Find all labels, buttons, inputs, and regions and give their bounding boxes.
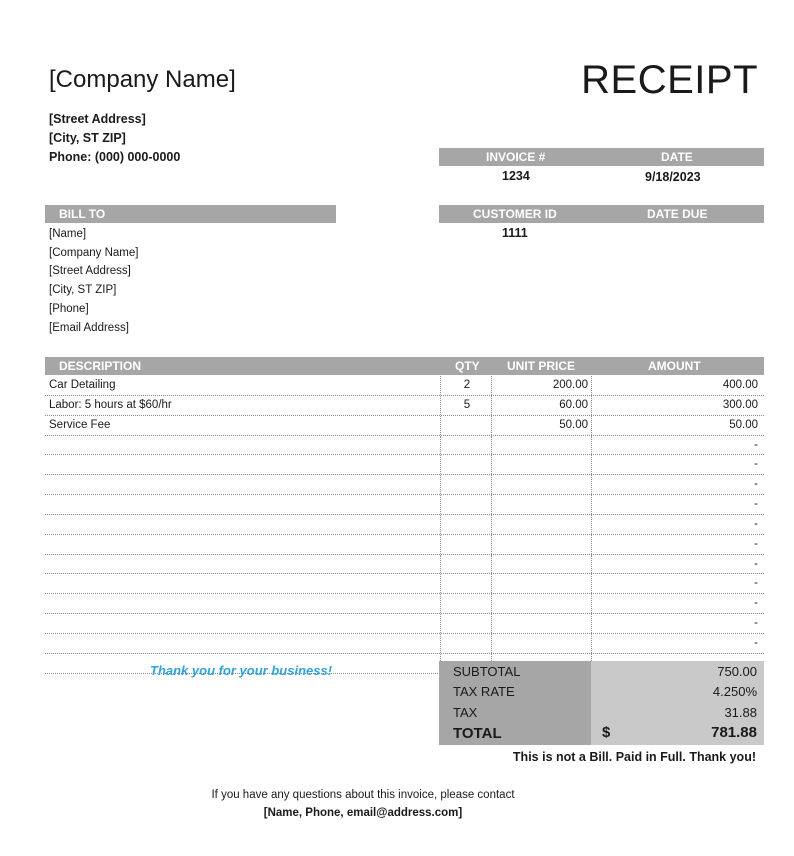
item-unit-price	[491, 574, 592, 593]
total-label: TOTAL	[453, 725, 502, 742]
tax-rate-value: 4.250%	[712, 684, 757, 699]
item-amount: -	[591, 455, 765, 474]
company-street: [Street Address]	[49, 112, 146, 126]
date-label: DATE	[661, 150, 693, 164]
customer-header	[439, 205, 764, 223]
bill-to-street: [Street Address]	[49, 265, 131, 277]
item-amount: 50.00	[591, 416, 765, 435]
subtotal-value: 750.00	[717, 664, 757, 679]
item-qty	[440, 416, 493, 435]
item-description	[49, 436, 437, 455]
item-description	[49, 574, 437, 593]
invoice-number-label: INVOICE #	[486, 150, 546, 164]
item-amount: -	[591, 555, 765, 574]
item-description	[49, 455, 437, 474]
item-unit-price	[491, 535, 592, 554]
item-amount: -	[591, 634, 765, 653]
item-description	[49, 594, 437, 613]
item-amount: 300.00	[591, 396, 765, 415]
table-row	[45, 416, 764, 436]
table-row	[45, 574, 764, 594]
company-name: [Company Name]	[49, 66, 236, 93]
table-row	[45, 614, 764, 634]
item-amount: -	[591, 535, 765, 554]
paid-note: This is not a Bill. Paid in Full. Thank you!	[512, 750, 756, 764]
item-qty	[440, 555, 493, 574]
item-amount: -	[591, 436, 765, 455]
date-due-label: DATE DUE	[647, 207, 708, 221]
item-unit-price	[491, 436, 592, 455]
customer-id-value: 1111	[502, 226, 528, 240]
table-row	[45, 376, 764, 396]
item-amount: -	[591, 574, 765, 593]
item-qty	[440, 495, 493, 514]
item-description	[49, 634, 437, 653]
bill-to-city: [City, ST ZIP]	[49, 284, 117, 296]
thank-you-message: Thank you for your business!	[150, 663, 333, 678]
item-qty	[440, 455, 493, 474]
customer-id-label: CUSTOMER ID	[473, 207, 557, 221]
table-row	[45, 495, 764, 515]
tax-label: TAX	[453, 705, 478, 720]
table-row	[45, 634, 764, 654]
item-unit-price	[491, 614, 592, 633]
item-unit-price	[491, 555, 592, 574]
description-header: DESCRIPTION	[59, 359, 142, 373]
item-unit-price	[491, 455, 592, 474]
item-qty	[440, 594, 493, 613]
table-row	[45, 555, 764, 575]
bill-to-company: [Company Name]	[49, 247, 139, 259]
bill-to-label: BILL TO	[59, 207, 106, 221]
item-unit-price: 50.00	[491, 416, 592, 435]
item-amount: 400.00	[591, 376, 765, 395]
footer-question: If you have any questions about this invoice, please contact	[211, 789, 515, 801]
item-unit-price: 60.00	[491, 396, 592, 415]
receipt-title: RECEIPT	[581, 58, 758, 102]
item-amount: -	[591, 515, 765, 534]
bill-to-email: [Email Address]	[49, 322, 129, 334]
subtotal-label: SUBTOTAL	[453, 664, 521, 679]
item-unit-price: 200.00	[491, 376, 592, 395]
item-description	[49, 475, 437, 494]
invoice-number-value: 1234	[502, 169, 530, 183]
item-unit-price	[491, 475, 592, 494]
table-row	[45, 455, 764, 475]
item-description: Service Fee	[49, 418, 111, 431]
bill-to-phone: [Phone]	[49, 303, 89, 315]
item-amount: -	[591, 614, 765, 633]
bill-to-header	[45, 205, 336, 223]
item-qty: 2	[440, 376, 493, 395]
currency-symbol: $	[602, 724, 611, 741]
totals-box	[439, 661, 764, 745]
invoice-header	[439, 148, 764, 166]
item-description	[49, 555, 437, 574]
item-qty	[440, 475, 493, 494]
total-value: 781.88	[711, 724, 757, 741]
qty-header: QTY	[455, 359, 480, 373]
item-amount: -	[591, 475, 765, 494]
tax-value: 31.88	[724, 705, 757, 720]
table-row	[45, 535, 764, 555]
item-description	[49, 614, 437, 633]
item-description	[49, 535, 437, 554]
item-unit-price	[491, 594, 592, 613]
item-qty	[440, 634, 493, 653]
item-qty: 5	[440, 396, 493, 415]
company-city: [City, ST ZIP]	[49, 131, 126, 145]
table-row	[45, 594, 764, 614]
items-header	[45, 357, 764, 375]
item-description	[49, 495, 437, 514]
table-row	[45, 475, 764, 495]
item-amount: -	[591, 594, 765, 613]
company-phone: Phone: (000) 000-0000	[49, 150, 181, 164]
item-unit-price	[491, 495, 592, 514]
footer-contact: [Name, Phone, email@address.com]	[263, 807, 463, 819]
date-value: 9/18/2023	[645, 170, 701, 184]
items-table	[45, 376, 764, 674]
unit-price-header: UNIT PRICE	[507, 359, 576, 373]
item-description: Car Detailing	[49, 379, 116, 391]
item-amount: -	[591, 495, 765, 514]
item-description	[49, 515, 437, 534]
item-qty	[440, 535, 493, 554]
table-row	[45, 436, 764, 456]
item-qty	[440, 436, 493, 455]
table-row	[45, 396, 764, 416]
item-unit-price	[491, 515, 592, 534]
tax-rate-label: TAX RATE	[453, 684, 515, 699]
item-description: Labor: 5 hours at $60/hr	[49, 398, 172, 411]
item-qty	[440, 614, 493, 633]
bill-to-name: [Name]	[49, 228, 87, 240]
table-row	[45, 515, 764, 535]
item-qty	[440, 574, 493, 593]
item-unit-price	[491, 634, 592, 653]
item-qty	[440, 515, 493, 534]
amount-header: AMOUNT	[648, 359, 701, 373]
